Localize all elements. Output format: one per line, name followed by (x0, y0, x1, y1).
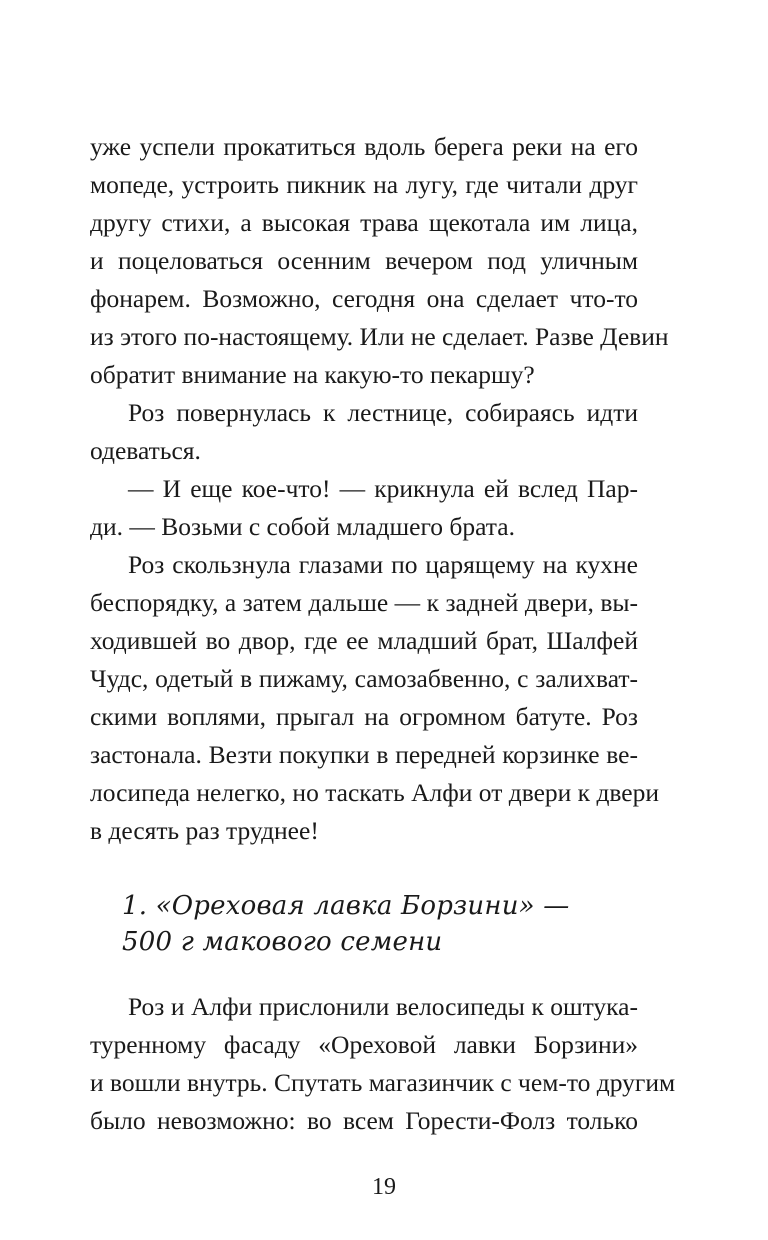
text-line: Роз скользнула глазами по царящему на кухне (128, 550, 638, 579)
text-line: в десять раз труднее! (90, 816, 319, 845)
text-line: Чудс, одетый в пижаму, самозабвенно, с залихват- (90, 664, 638, 693)
text-line: Роз повернулась к лестнице, собираясь идти (128, 398, 638, 427)
text-line: обратит внимание на какую-то пекаршу? (90, 360, 535, 389)
text-line: фонарем. Возможно, сегодня она сделает что-то (90, 284, 638, 313)
text-line: скими воплями, прыгал на огромном батуте. Роз (90, 702, 638, 731)
text-line: одеваться. (90, 436, 201, 465)
text-line: мопеде, устроить пикник на лугу, где читали друг (90, 170, 638, 199)
text-line: туренному фасаду «Ореховой лавки Борзини» (90, 1030, 638, 1059)
text-line: ходившей во двор, где ее младший брат, Шалфей (90, 626, 638, 655)
text-line: было невозможно: во всем Горести-Фолз только (90, 1106, 638, 1135)
text-line: — И еще кое-что! — крикнула ей вслед Пар- (128, 474, 638, 503)
text-line: и поцеловаться осенним вечером под уличным (90, 246, 638, 275)
section-heading: 1. «Ореховая лавка Борзини» — (122, 891, 570, 921)
text-line: другу стихи, а высокая трава щекотала им лица, (90, 208, 638, 237)
text-line: и вошли внутрь. Спутать магазинчик с чем-то другим (90, 1068, 676, 1097)
text-line: уже успели прокатиться вдоль берега реки на его (90, 132, 638, 161)
section-heading: 500 г макового семени (122, 927, 443, 957)
text-line: застонала. Везти покупки в передней корзинке ве- (90, 740, 638, 769)
text-line: из этого по-настоящему. Или не сделает. Разве Девин (90, 322, 669, 351)
text-line: ди. — Возьми с собой младшего брата. (90, 512, 515, 541)
text-line: Роз и Алфи прислонили велосипеды к оштука- (128, 992, 638, 1021)
text-line: беспорядку, а затем дальше — к задней двери, вы- (90, 588, 638, 617)
text-line: лосипеда нелегко, но таскать Алфи от двери к двери (90, 778, 660, 807)
page-number: 19 (372, 1174, 396, 1200)
